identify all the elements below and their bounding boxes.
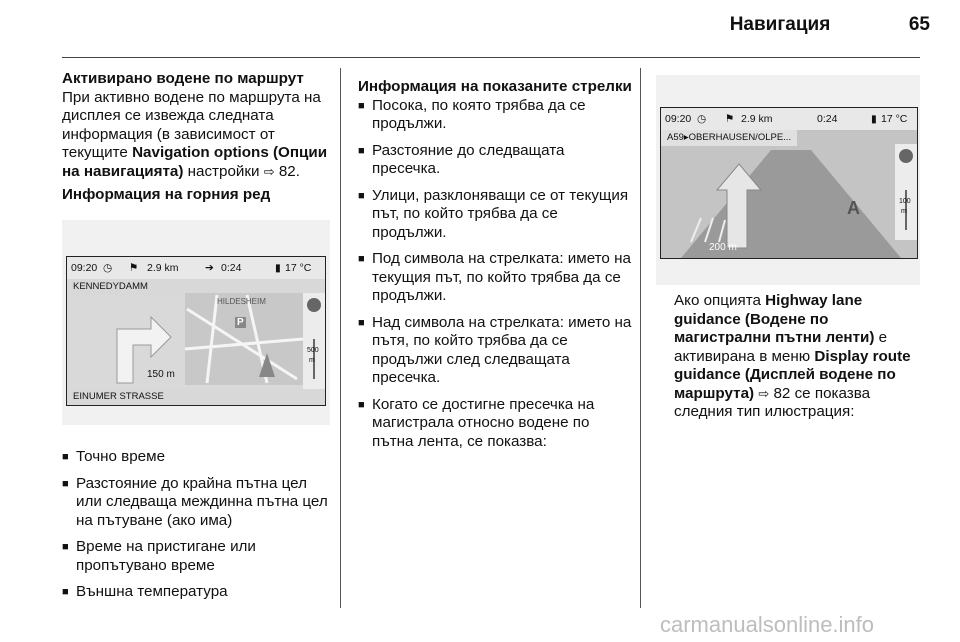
column-divider-2 (640, 68, 641, 608)
clock-icon: ◷ (697, 113, 707, 125)
nav-top-bar (67, 257, 325, 279)
clock-time: 09:20 (71, 262, 98, 274)
list-item: ■ Разстояние до крайна пътна цел или следваща междинна пътна цел на пътуване (ако има) (62, 475, 334, 531)
section-title-active-guidance: Активирано водене по маршрут (62, 70, 304, 87)
motorway-letter: A (847, 198, 860, 218)
column-divider-1 (340, 68, 341, 608)
destination-flag-icon: ⚑ (129, 262, 139, 274)
list-item: ■ Разстояние до следващата пресечка. (358, 142, 632, 179)
turn-distance: 150 m (147, 369, 175, 380)
page-number: 65 (908, 14, 930, 35)
lane-guidance-paragraph: Ако опцията Highway lane guidance (Водене по магистрални пътни ленти) е активирана в меню Display route guidance (Дисплей водене по маршрута) ⇨ 82 се показва следния тип илюстрация: (674, 292, 911, 420)
thermometer-icon: ▮ (275, 262, 281, 274)
clock-icon: ◷ (103, 262, 113, 274)
nav-map (67, 279, 325, 405)
street-name-top: KENNEDYDAMM (67, 279, 325, 295)
outside-temperature: 17 °C (285, 262, 312, 274)
list-item: ■ Под символа на стрелката: името на текущия път, по който трябва да се продължи. (358, 250, 632, 306)
intro-paragraph: При активно водене по маршрута на дисплея се извежда следната информация (в зависимост от текущите Navigation options (Опции на навигацията) настройки ⇨ 82. (62, 88, 328, 180)
figure-lane-guidance (656, 75, 920, 285)
section-title-arrows: Информация на показаните стрелки (358, 78, 632, 95)
compass-icon (899, 149, 913, 163)
header-divider (62, 57, 920, 58)
nav-screen (66, 256, 326, 406)
road-sign-label: A59▸OBERHAUSEN/OLPE... (661, 130, 797, 146)
top-row-info-list (62, 448, 334, 602)
figure-top-row-screen (62, 220, 330, 425)
clock-time: 09:20 (665, 113, 692, 125)
parking-icon: P (237, 317, 244, 328)
nav-screen-lanes (660, 107, 918, 259)
scale-value: 100 (899, 198, 911, 205)
list-item: ■ Улици, разклоняващи се от текущия път, по който трябва да се продължи. (358, 187, 632, 243)
subsection-title-top-row: Информация на горния ред (62, 186, 271, 203)
map-graphic (67, 279, 325, 405)
list-item: ■ Посока, по която трябва да се продължи. (358, 97, 632, 134)
list-item: ■ Външна температура (62, 583, 334, 602)
list-item: ■ Време на пристигане или пропътувано време (62, 538, 334, 575)
street-name-bottom: EINUMER STRASSE (67, 389, 325, 405)
list-item: ■ Точно време (62, 448, 334, 467)
compass-icon (307, 298, 321, 312)
scale-unit: m (309, 357, 315, 364)
ref-arrow-icon: ⇨ (758, 385, 770, 401)
lane-map (661, 130, 917, 258)
watermark: carmanualsonline.info (660, 612, 875, 637)
distance-to-destination: 2.9 km (147, 262, 179, 274)
lane-graphic (661, 130, 917, 258)
arrival-time: 0:24 (817, 113, 838, 125)
arrival-time: 0:24 (221, 262, 242, 274)
map-place-label: HILDESHEIM (217, 297, 266, 306)
nav-top-bar (661, 108, 917, 130)
column-1 (62, 70, 334, 205)
thermometer-icon: ▮ (871, 113, 877, 125)
distance-to-destination: 2.9 km (741, 113, 773, 125)
arrival-icon: ➔ (205, 262, 214, 274)
column-2 (358, 78, 632, 459)
arrow-info-list (358, 97, 632, 452)
page-title: Навигация (729, 14, 831, 35)
ref-arrow-icon: ⇨ (263, 163, 275, 179)
outside-temperature: 17 °C (881, 113, 908, 125)
column-3-text (674, 292, 922, 422)
column-1-bullets (62, 448, 334, 610)
list-item: ■ Над символа на стрелката: името на пътя, по който трябва да се продължи след следващата пресечка. (358, 314, 632, 388)
list-item: ■ Когато се достигне пресечка на магистрала относно водене по пътна лента, се показва: (358, 396, 632, 452)
scale-unit: m (901, 208, 907, 215)
destination-flag-icon: ⚑ (725, 113, 735, 125)
turn-distance: 200 m (709, 242, 737, 253)
scale-value: 500 (307, 347, 319, 354)
